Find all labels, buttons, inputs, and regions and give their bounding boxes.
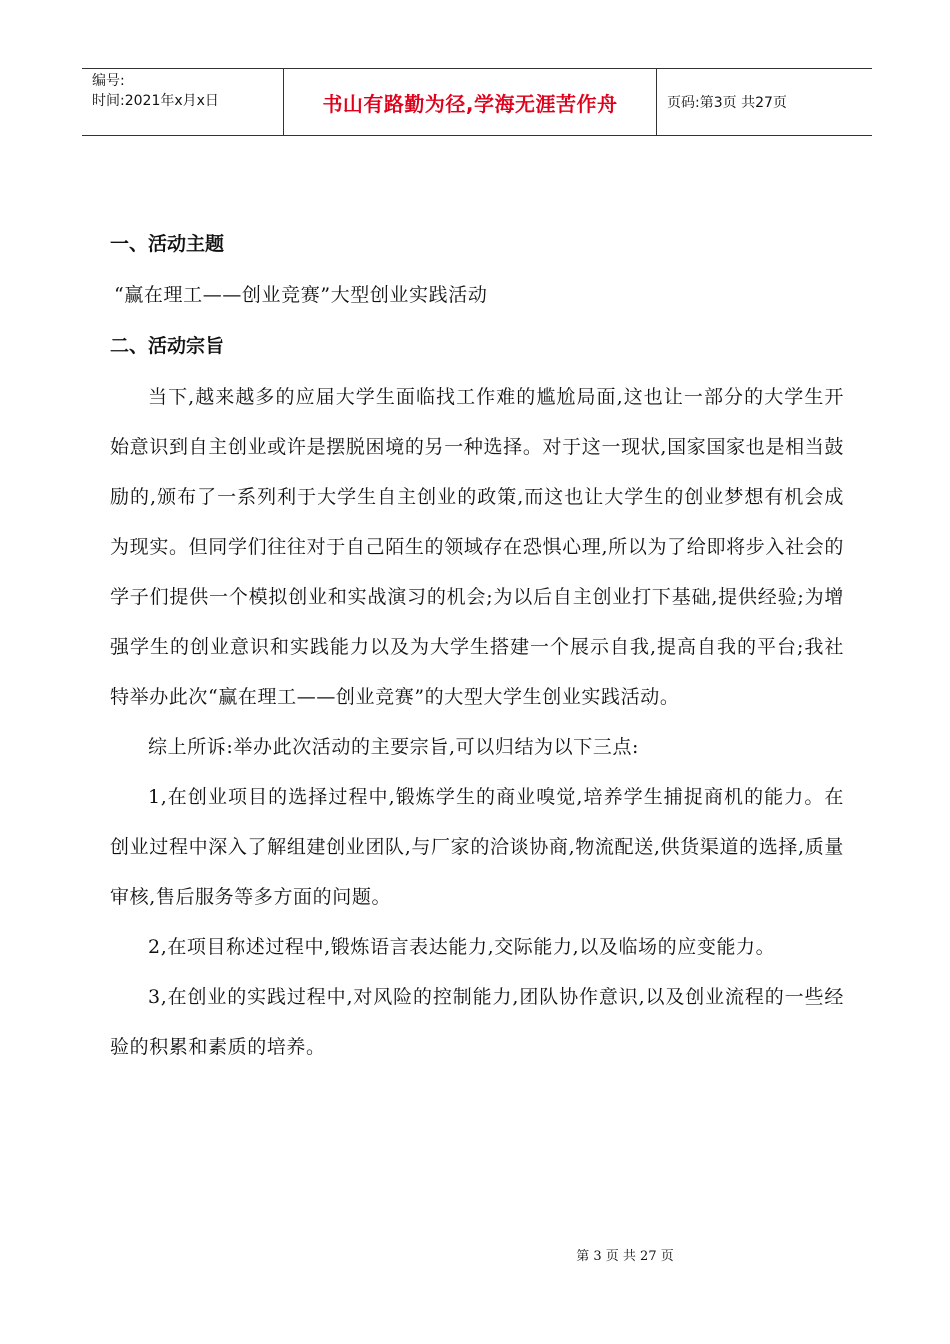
purpose-point-1: 1,在创业项目的选择过程中,锻炼学生的商业嗅觉,培养学生捕捉商机的能力。在创业过程中深入了解组建创业团队,与厂家的洽谈协商,物流配送,供货渠道的选择,质量审核,售后服务等多方面的问题。 [110,786,844,908]
page-info-text: 页码:第3页 共27页 [667,95,787,111]
document-body [110,218,844,1072]
header-motto-cell [284,69,657,135]
footer-page-number: 第 3 页 共 27 页 [576,1249,674,1264]
purpose-point-3: 3,在创业的实践过程中,对风险的控制能力,团队协作意识,以及创业流程的一些经验的积累和素质的培养。 [110,986,844,1058]
section-title-theme: 一、活动主题 [110,233,225,255]
number-label: 编号: [92,73,125,89]
page-footer [0,1245,950,1264]
purpose-paragraph-1: 当下,越来越多的应届大学生面临找工作难的尴尬局面,这也让一部分的大学生开始意识到自主创业或许是摆脱困境的另一种选择。对于这一现状,国家国家也是相当鼓励的,颁布了一系列利于大学生自主创业的政策,而这也让大学生的创业梦想有机会成为现实。但同学们往往对于自己陌生的领域存在恐惧心理,所以为了给即将步入社会的学子们提供一个模拟创业和实战演习的机会;为以后自主创业打下基础,提供经验;为增强学生的创业意识和实践能力以及为大学生搭建一个展示自我,提高自我的平台;我社特举办此次“赢在理工——创业竞赛”的大型大学生创业实践活动。 [110,386,844,708]
header-page-info [657,69,872,135]
time-label: 时间:2021年x月x日 [92,93,219,109]
header-meta [82,69,284,135]
purpose-paragraph-2: 综上所诉:举办此次活动的主要宗旨,可以归结为以下三点: [148,736,640,758]
purpose-point-2: 2,在项目称述过程中,锻炼语言表达能力,交际能力,以及临场的应变能力。 [148,936,776,958]
motto-text: 书山有路勤为径,学海无涯苦作舟 [322,91,618,116]
page-header [82,68,872,136]
theme-text: “赢在理工——创业竞赛”大型创业实践活动 [114,284,488,306]
section-title-purpose: 二、活动宗旨 [110,335,225,357]
